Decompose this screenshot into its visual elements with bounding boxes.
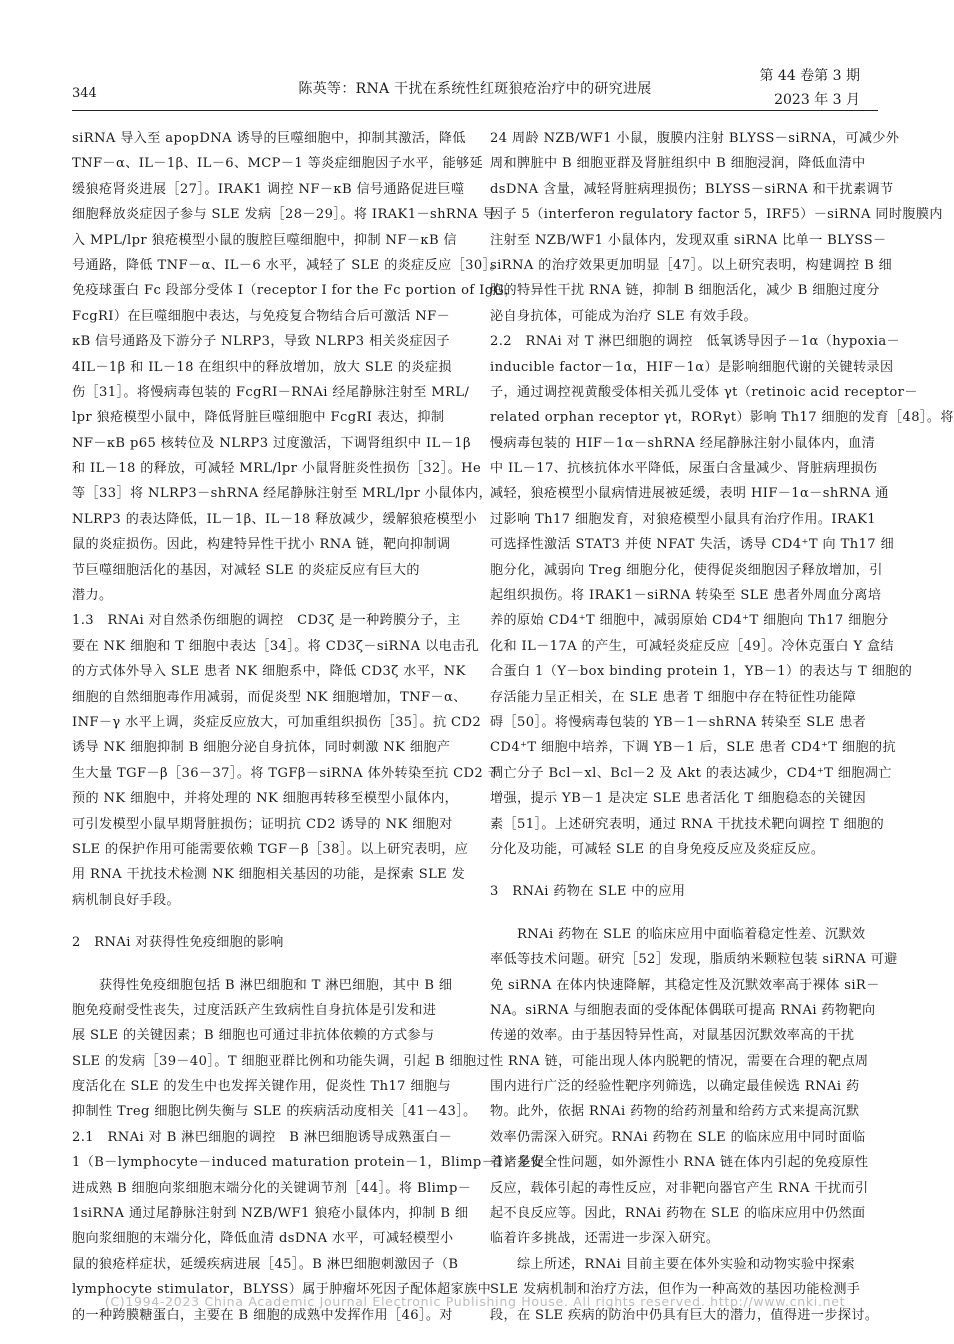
text-line: TNF－α、IL－1β、IL－6、MCP－1 等炎症细胞因子水平，能够延 — [72, 156, 484, 172]
text-line: 率低等技术问题。研究［52］发现，脂质纳米颗粒包装 siRNA 可避 — [490, 952, 898, 968]
text-line: 分化及功能，可减轻 SLE 的自身免疫反应及炎症反应。 — [490, 841, 825, 857]
text-line: 节巨噬细胞活化的基因，对减轻 SLE 的炎症反应有巨大的 — [72, 562, 420, 578]
text-line: CD4⁺T 细胞中培养，下调 YB－1 后，SLE 患者 CD4⁺T 细胞的抗 — [490, 740, 896, 756]
text-line: 反应，载体引起的毒性反应，对非靶向器官产生 RNA 干扰而引 — [490, 1180, 869, 1196]
paragraph-gap — [72, 956, 460, 973]
text-line: 围内进行广泛的经验性靶序列筛选，以确定最佳候选 RNAi 药 — [490, 1079, 860, 1095]
text-line: 可引发模型小鼠早期肾脏损伤；证明抗 CD2 诱导的 NK 细胞对 — [72, 816, 453, 832]
text-line: INF－γ 水平上调，炎症反应放大，可加重组织损伤［35］。抗 CD2 — [72, 714, 482, 730]
text-line: 24 周龄 NZB/WF1 小鼠，腹膜内注射 BLYSS－siRNA，可减少外 — [490, 131, 900, 146]
copyright-footer: (C)1994-2023 China Academic Journal Electronic Publishing House. All rights reserved. http://www.cnki.net — [104, 1294, 846, 1309]
text-line: NA。siRNA 与细胞表面的受体配体偶联可提高 RNAi 药物靶向 — [490, 1002, 876, 1018]
text-line: RNAi 药物在 SLE 的临床应用中面临着稳定性差、沉默效 — [517, 926, 866, 942]
text-line: 存活能力呈正相关，在 SLE 患者 T 细胞中存在特征性功能障 — [490, 689, 857, 705]
text-line: 因子 5（interferon regulatory factor 5，IRF5）－siRNA 同时腹膜内 — [490, 207, 943, 223]
text-line: 综上所述，RNAi 目前主要在体外实验和动物实验中探索 — [517, 1256, 855, 1272]
text-line: 展 SLE 的关键因素；B 细胞也可通过非抗体依赖的方式参与 — [72, 1028, 435, 1044]
page-header — [0, 0, 950, 118]
text-line: 2.1 RNAi 对 B 淋巴细胞的调控 B 淋巴细胞诱导成熟蛋白－ — [72, 1129, 453, 1145]
volume-issue: 第 44 卷第 3 期 — [759, 68, 860, 84]
issue-date: 2023 年 3 月 — [774, 92, 860, 108]
text-line: 着诸多安全性问题，如外源性小 RNA 链在体内引起的免疫原性 — [490, 1155, 869, 1171]
text-line: 3 RNAi 药物在 SLE 中的应用 — [490, 884, 686, 900]
text-line: 号通路，降低 TNF－α、IL－6 水平，减轻了 SLE 的炎症反应［30］。 — [72, 257, 504, 273]
text-line: SLE 的保护作用可能需要依赖 TGF－β［38］。以上研究表明，应 — [72, 841, 469, 857]
text-line: 临着许多挑战，还需进一步深入研究。 — [490, 1231, 720, 1247]
text-line: κB 信号通路及下游分子 NLRP3，导致 NLRP3 相关炎症因子 — [72, 334, 451, 350]
text-line: FcgRI）在巨噬细胞中表达，与免疫复合物结合后可激活 NF－ — [72, 308, 451, 324]
text-line: 起组织损伤。将 IRAK1－siRNA 转染至 SLE 患者外周血分离培 — [490, 588, 882, 604]
text-line: 过影响 Th17 细胞发育，对狼疮模型小鼠具有治疗作用。IRAK1 — [490, 511, 877, 527]
right-column — [490, 126, 954, 1328]
text-line: 入 MPL/lpr 狼疮模型小鼠的腹腔巨噬细胞中，抑制 NF－κB 信 — [72, 232, 458, 248]
text-line: 段，在 SLE 疾病的防治中仍具有巨大的潜力，值得进一步探讨。 — [490, 1307, 879, 1323]
text-line: lpr 狼疮模型小鼠中，降低肾脏巨噬细胞中 FcgRI 表达，抑制 — [72, 410, 445, 426]
text-line: dsDNA 含量，减轻肾脏病理损伤；BLYSS－siRNA 和干扰素调节 — [490, 181, 894, 197]
text-line: 伤［31］。将慢病毒包装的 FcgRI－RNAi 经尾静脉注射至 MRL/ — [72, 384, 470, 400]
text-line: 的方式体外导入 SLE 患者 NK 细胞系中，降低 CD3ζ 水平，NK — [72, 664, 466, 680]
text-line: 素［51］。上述研究表明，通过 RNA 干扰技术靶向调控 T 细胞的 — [490, 816, 885, 832]
text-line: SLE 的发病［39－40］。T 细胞亚群比例和功能失调，引起 B 细胞过 — [72, 1053, 491, 1069]
text-line: 细胞释放炎症因子参与 SLE 发病［28－29］。将 IRAK1－shRNA 导 — [72, 207, 496, 223]
text-line: 免 siRNA 在体内快速降解，其稳定性及沉默效率高于裸体 siR－ — [490, 977, 880, 993]
text-line: inducible factor－1α，HIF－1α）是影响细胞代谢的关键转录因 — [490, 359, 894, 375]
page-number: 344 — [72, 86, 97, 101]
text-line: 慢病毒包装的 HIF－1α－shRNA 经尾静脉注射小鼠体内，血清 — [490, 435, 876, 451]
text-line: 进成熟 B 细胞向浆细胞末端分化的关键调节剂［44］。将 Blimp－ — [72, 1180, 472, 1196]
text-line: 要在 NK 细胞和 T 细胞中表达［34］。将 CD3ζ－siRNA 以电击孔 — [72, 638, 480, 654]
text-line: 用 RNA 干扰技术检测 NK 细胞相关基因的功能，是探索 SLE 发 — [72, 867, 466, 883]
text-line: 减轻，狼疮模型小鼠病情进展被延缓，表明 HIF－1α－shRNA 通 — [490, 486, 889, 502]
text-line: 病机制良好手段。 — [72, 892, 180, 908]
text-line: 起不良反应等。因此，RNAi 药物在 SLE 的临床应用中仍然面 — [490, 1206, 866, 1222]
text-line: 细胞的自然细胞毒作用减弱，而促炎型 NK 细胞增加，TNF－α、 — [72, 689, 467, 705]
text-line: 2.2 RNAi 对 T 淋巴细胞的调控 低氧诱导因子－1α（hypoxia－ — [490, 334, 901, 350]
text-line: 2 RNAi 对获得性免疫细胞的影响 — [72, 935, 284, 951]
text-line: 1siRNA 通过尾静脉注射到 NZB/WF1 狼疮小鼠体内，抑制 B 细 — [72, 1206, 469, 1222]
paragraph-gap — [72, 913, 460, 930]
text-line: 化和 IL－17A 的产生，可减轻炎症反应［49］。冷休克蛋白 Y 盒结 — [490, 638, 895, 654]
text-line: 缓狼疮肾炎进展［27］。IRAK1 调控 NF－κB 信号通路促进巨噬 — [72, 181, 465, 197]
text-line: 可选择性激活 STAT3 并使 NFAT 失活，诱导 CD4⁺T 向 Th17 细 — [490, 537, 895, 553]
text-line: 传递的效率。由于基因特异性高，对鼠基因沉默效率高的干扰 — [490, 1028, 855, 1044]
text-line: 度活化在 SLE 的发生中也发挥关键作用，促炎性 Th17 细胞与 — [72, 1079, 451, 1095]
text-line: 鼠的狼疮样症状，延缓疾病进展［45］。B 淋巴细胞刺激因子（B — [72, 1256, 459, 1272]
text-line: 胞分化，减弱向 Treg 细胞分化，使得促炎细胞因子释放增加，引 — [490, 562, 883, 578]
text-line: siRNA 导入至 apopDNA 诱导的巨噬细胞中，抑制其激活，降低 — [72, 131, 466, 146]
text-line: 鼠的炎症损伤。因此，构建特异性干扰小 RNA 链，靶向抑制调 — [72, 537, 451, 553]
text-line: 生大量 TGF－β［36－37］。将 TGFβ－siRNA 体外转染至抗 CD2 干 — [72, 765, 502, 781]
text-line: 潜力。 — [72, 588, 113, 604]
text-line: NF－κB p65 核转位及 NLRP3 过度激活，下调肾组织中 IL－1β — [72, 435, 471, 451]
text-line: 增强，提示 YB－1 是决定 SLE 患者活化 T 细胞稳态的关键因 — [490, 791, 867, 807]
text-line: 等［33］将 NLRP3－shRNA 经尾静脉注射至 MRL/lpr 小鼠体内， — [72, 486, 493, 502]
text-line: 的一种跨膜糖蛋白，主要在 B 细胞的成熟中发挥作用［46］。对 — [72, 1307, 453, 1323]
text-line: related orphan receptor γt，RORγt）影响 Th17 细胞的发育［48］。将 — [490, 410, 954, 426]
text-line: 中 IL－17、抗核抗体水平降低，尿蛋白含量减少、肾脏病理损伤 — [490, 461, 878, 477]
paragraph-gap — [490, 905, 878, 922]
text-line: NLRP3 的表达降低，IL－1β、IL－18 释放减少，缓解狼疮模型小 — [72, 511, 478, 527]
text-line: 胞免疫耐受性丧失，过度活跃产生致病性自身抗体是引发和进 — [72, 1002, 437, 1018]
text-line: 效率仍需深入研究。RNAi 药物在 SLE 的临床应用中同时面临 — [490, 1129, 866, 1145]
text-line: 4IL－1β 和 IL－18 在组织中的释放增加，放大 SLE 的炎症损 — [72, 359, 452, 375]
text-line: 性 RNA 链，可能出现人体内脱靶的情况，需要在合理的靶点周 — [490, 1053, 869, 1069]
text-line: 诱导 NK 细胞抑制 B 细胞分泌自身抗体，同时刺激 NK 细胞产 — [72, 740, 451, 756]
text-line: 1（B－lymphocyte－induced maturation protein－1，Blimp－1）是促 — [72, 1155, 545, 1171]
text-line: 物。此外，依据 RNAi 药物的给药剂量和给药方式来提高沉默 — [490, 1104, 860, 1120]
text-line: 周和脾脏中 B 细胞亚群及肾脏组织中 B 细胞浸润，降低血清中 — [490, 156, 866, 172]
text-line: 免疫球蛋白 Fc 段部分受体 I（receptor I for the Fc portion of IgG， — [72, 283, 518, 299]
running-title: 陈英等：RNA 干扰在系统性红斑狼疮治疗中的研究进展 — [298, 81, 652, 97]
text-line: 凋亡分子 Bcl－xl、Bcl－2 及 Akt 的表达减少，CD4⁺T 细胞凋亡 — [490, 765, 892, 781]
paragraph-gap — [490, 862, 878, 879]
text-line: 养的原始 CD4⁺T 细胞中，减弱原始 CD4⁺T 细胞向 Th17 细胞分 — [490, 613, 889, 629]
text-line: 1.3 RNAi 对自然杀伤细胞的调控 CD3ζ 是一种跨膜分子，主 — [72, 613, 461, 629]
text-line: 碍［50］。将慢病毒包装的 YB－1－shRNA 转染至 SLE 患者 — [490, 714, 867, 730]
text-line: 泌自身抗体，可能成为治疗 SLE 有效手段。 — [490, 308, 757, 324]
text-line: 胞的特异性干扰 RNA 链，抑制 B 细胞活化，减少 B 细胞过度分 — [490, 283, 880, 299]
text-line: lymphocyte stimulator，BLYSS）属于肿瘤坏死因子配体超家族中 — [72, 1282, 492, 1298]
text-line: 获得性免疫细胞包括 B 淋巴细胞和 T 淋巴细胞，其中 B 细 — [99, 977, 453, 993]
text-line: 胞向浆细胞的末端分化，降低血清 dsDNA 水平，可减轻模型小 — [72, 1231, 454, 1247]
text-line: 合蛋白 1（Y－box binding protein 1，YB－1）的表达与 T 细胞的 — [490, 664, 913, 680]
text-line: 子，通过调控视黄酸受体相关孤儿受体 γt（retinoic acid receptor－ — [490, 384, 918, 400]
text-line: siRNA 的治疗效果更加明显［47］。以上研究表明，构建调控 B 细 — [490, 257, 893, 273]
text-line: 预的 NK 细胞中，并将处理的 NK 细胞再转移至模型小鼠体内， — [72, 791, 459, 807]
text-line: 和 IL－18 的释放，可减轻 MRL/lpr 小鼠肾脏炎性损伤［32］。He — [72, 461, 482, 477]
header-rule — [72, 110, 878, 111]
text-line: SLE 发病机制和治疗方法，但作为一种高效的基因功能检测手 — [490, 1282, 861, 1298]
text-line: 抑制性 Treg 细胞比例失衡与 SLE 的疾病活动度相关［41－43］。 — [72, 1104, 477, 1120]
text-line: 注射至 NZB/WF1 小鼠体内，发现双重 siRNA 比单一 BLYSS－ — [490, 232, 887, 248]
issue-info — [759, 64, 860, 112]
